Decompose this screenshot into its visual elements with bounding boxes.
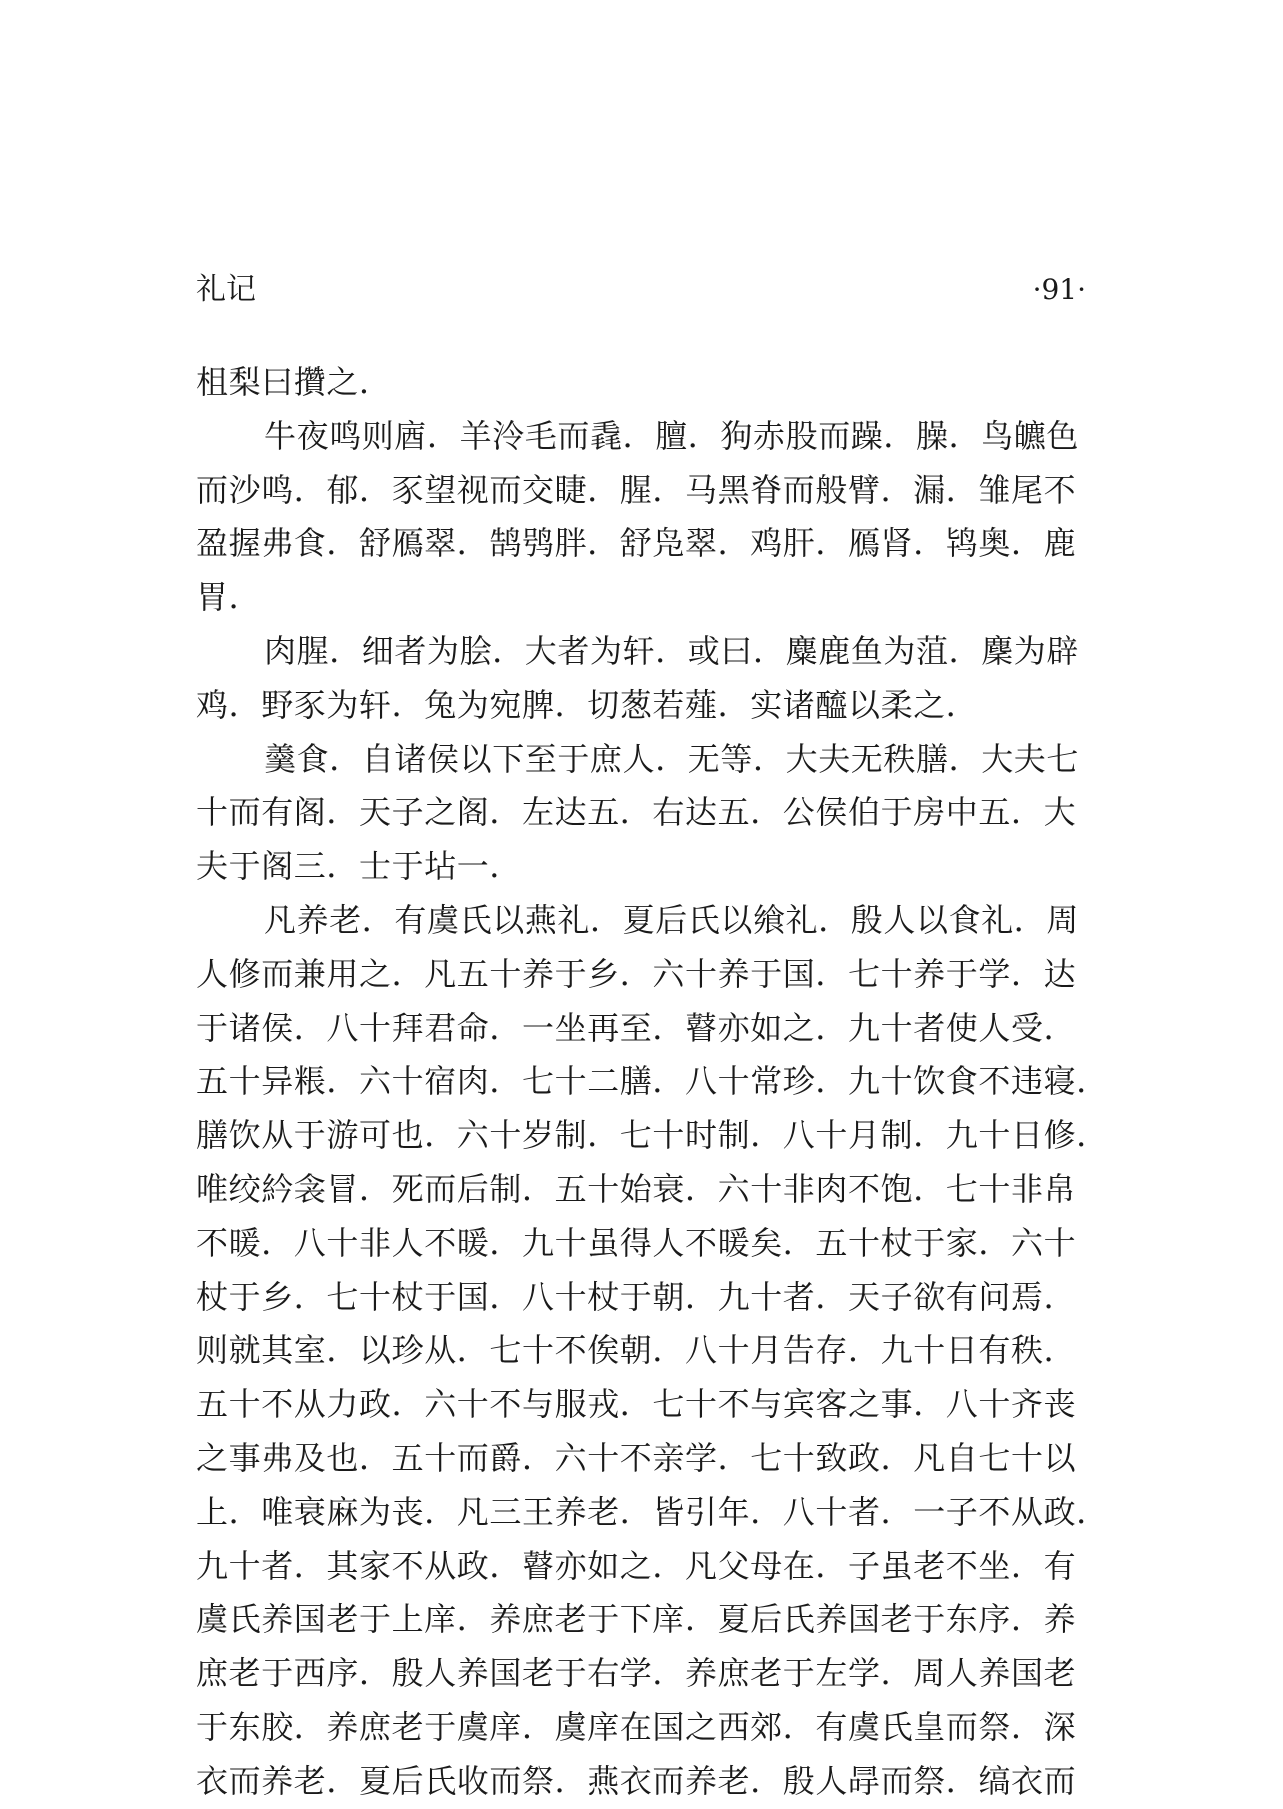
text-line: 人修而兼用之．凡五十养于乡．六十养于国．七十养于学．达: [196, 954, 1077, 993]
text-line: 庶老于西序．殷人养国老于右学．养庶老于左学．周人养国老: [196, 1654, 1077, 1693]
text-line: 五十异粻．六十宿肉．七十二膳．八十常珍．九十饮食不违寝．: [196, 1062, 1109, 1101]
text-line: 十而有阁．天子之阁．左达五．右达五．公侯伯于房中五．大: [196, 793, 1077, 832]
text-line: 于诸侯．八十拜君命．一坐再至．瞽亦如之．九十者使人受．: [196, 1008, 1077, 1047]
text-line: 夫于阁三．士于坫一．: [196, 847, 523, 886]
text-line: 羹食．自诸侯以下至于庶人．无等．大夫无秩膳．大夫七: [264, 739, 1080, 778]
text-line: 鸡．野豕为轩．兔为宛脾．切葱若薤．实诸醯以柔之．: [196, 685, 979, 724]
body-text: [196, 356, 1109, 1809]
text-line: 牛夜鸣则庮．羊泠毛而毳．膻．狗赤股而躁．臊．鸟皫色: [264, 416, 1080, 455]
text-line: 膳饮从于游可也．六十岁制．七十时制．八十月制．九十日修．: [196, 1116, 1109, 1155]
text-line: 肉腥．细者为脍．大者为轩．或曰．麋鹿鱼为菹．麇为辟: [264, 631, 1080, 670]
text-line: 虞氏养国老于上庠．养庶老于下庠．夏后氏养国老于东序．养: [196, 1600, 1077, 1639]
text-line: 于东胶．养庶老于虞庠．虞庠在国之西郊．有虞氏皇而祭．深: [196, 1707, 1077, 1746]
text-line: 而沙鸣．郁．豕望视而交睫．腥．马黑脊而般臂．漏．雏尾不: [196, 470, 1077, 509]
text-line: 五十不从力政．六十不与服戎．七十不与宾客之事．八十齐丧: [196, 1385, 1077, 1424]
page-header: [196, 268, 1086, 312]
text-line: 唯绞紟衾冒．死而后制．五十始衰．六十非肉不饱．七十非帛: [196, 1169, 1077, 1208]
running-title: 礼记: [196, 272, 256, 307]
text-line: 盈握弗食．舒鴈翠．鹄鸮胖．舒凫翠．鸡肝．鴈肾．鸨奥．鹿: [196, 524, 1077, 563]
page-number: ·91·: [1032, 273, 1086, 306]
text-line: 衣而养老．夏后氏收而祭．燕衣而养老．殷人冔而祭．缟衣而: [196, 1761, 1077, 1800]
text-line: 胃．: [196, 578, 262, 617]
text-line: 凡养老．有虞氏以燕礼．夏后氏以飨礼．殷人以食礼．周: [264, 900, 1080, 939]
text-line: 则就其室．以珍从．七十不俟朝．八十月告存．九十日有秩．: [196, 1331, 1077, 1370]
text-line: 之事弗及也．五十而爵．六十不亲学．七十致政．凡自七十以: [196, 1438, 1077, 1477]
text-line: 杖于乡．七十杖于国．八十杖于朝．九十者．天子欲有问焉．: [196, 1277, 1077, 1316]
text-line: 柤梨曰攢之．: [196, 363, 392, 401]
text-line: 上．唯衰麻为丧．凡三王养老．皆引年．八十者．一子不从政．: [196, 1492, 1109, 1531]
text-line: 不暖．八十非人不暖．九十虽得人不暖矣．五十杖于家．六十: [196, 1223, 1077, 1262]
text-line: 九十者．其家不从政．瞽亦如之．凡父母在．子虽老不坐．有: [196, 1546, 1077, 1585]
